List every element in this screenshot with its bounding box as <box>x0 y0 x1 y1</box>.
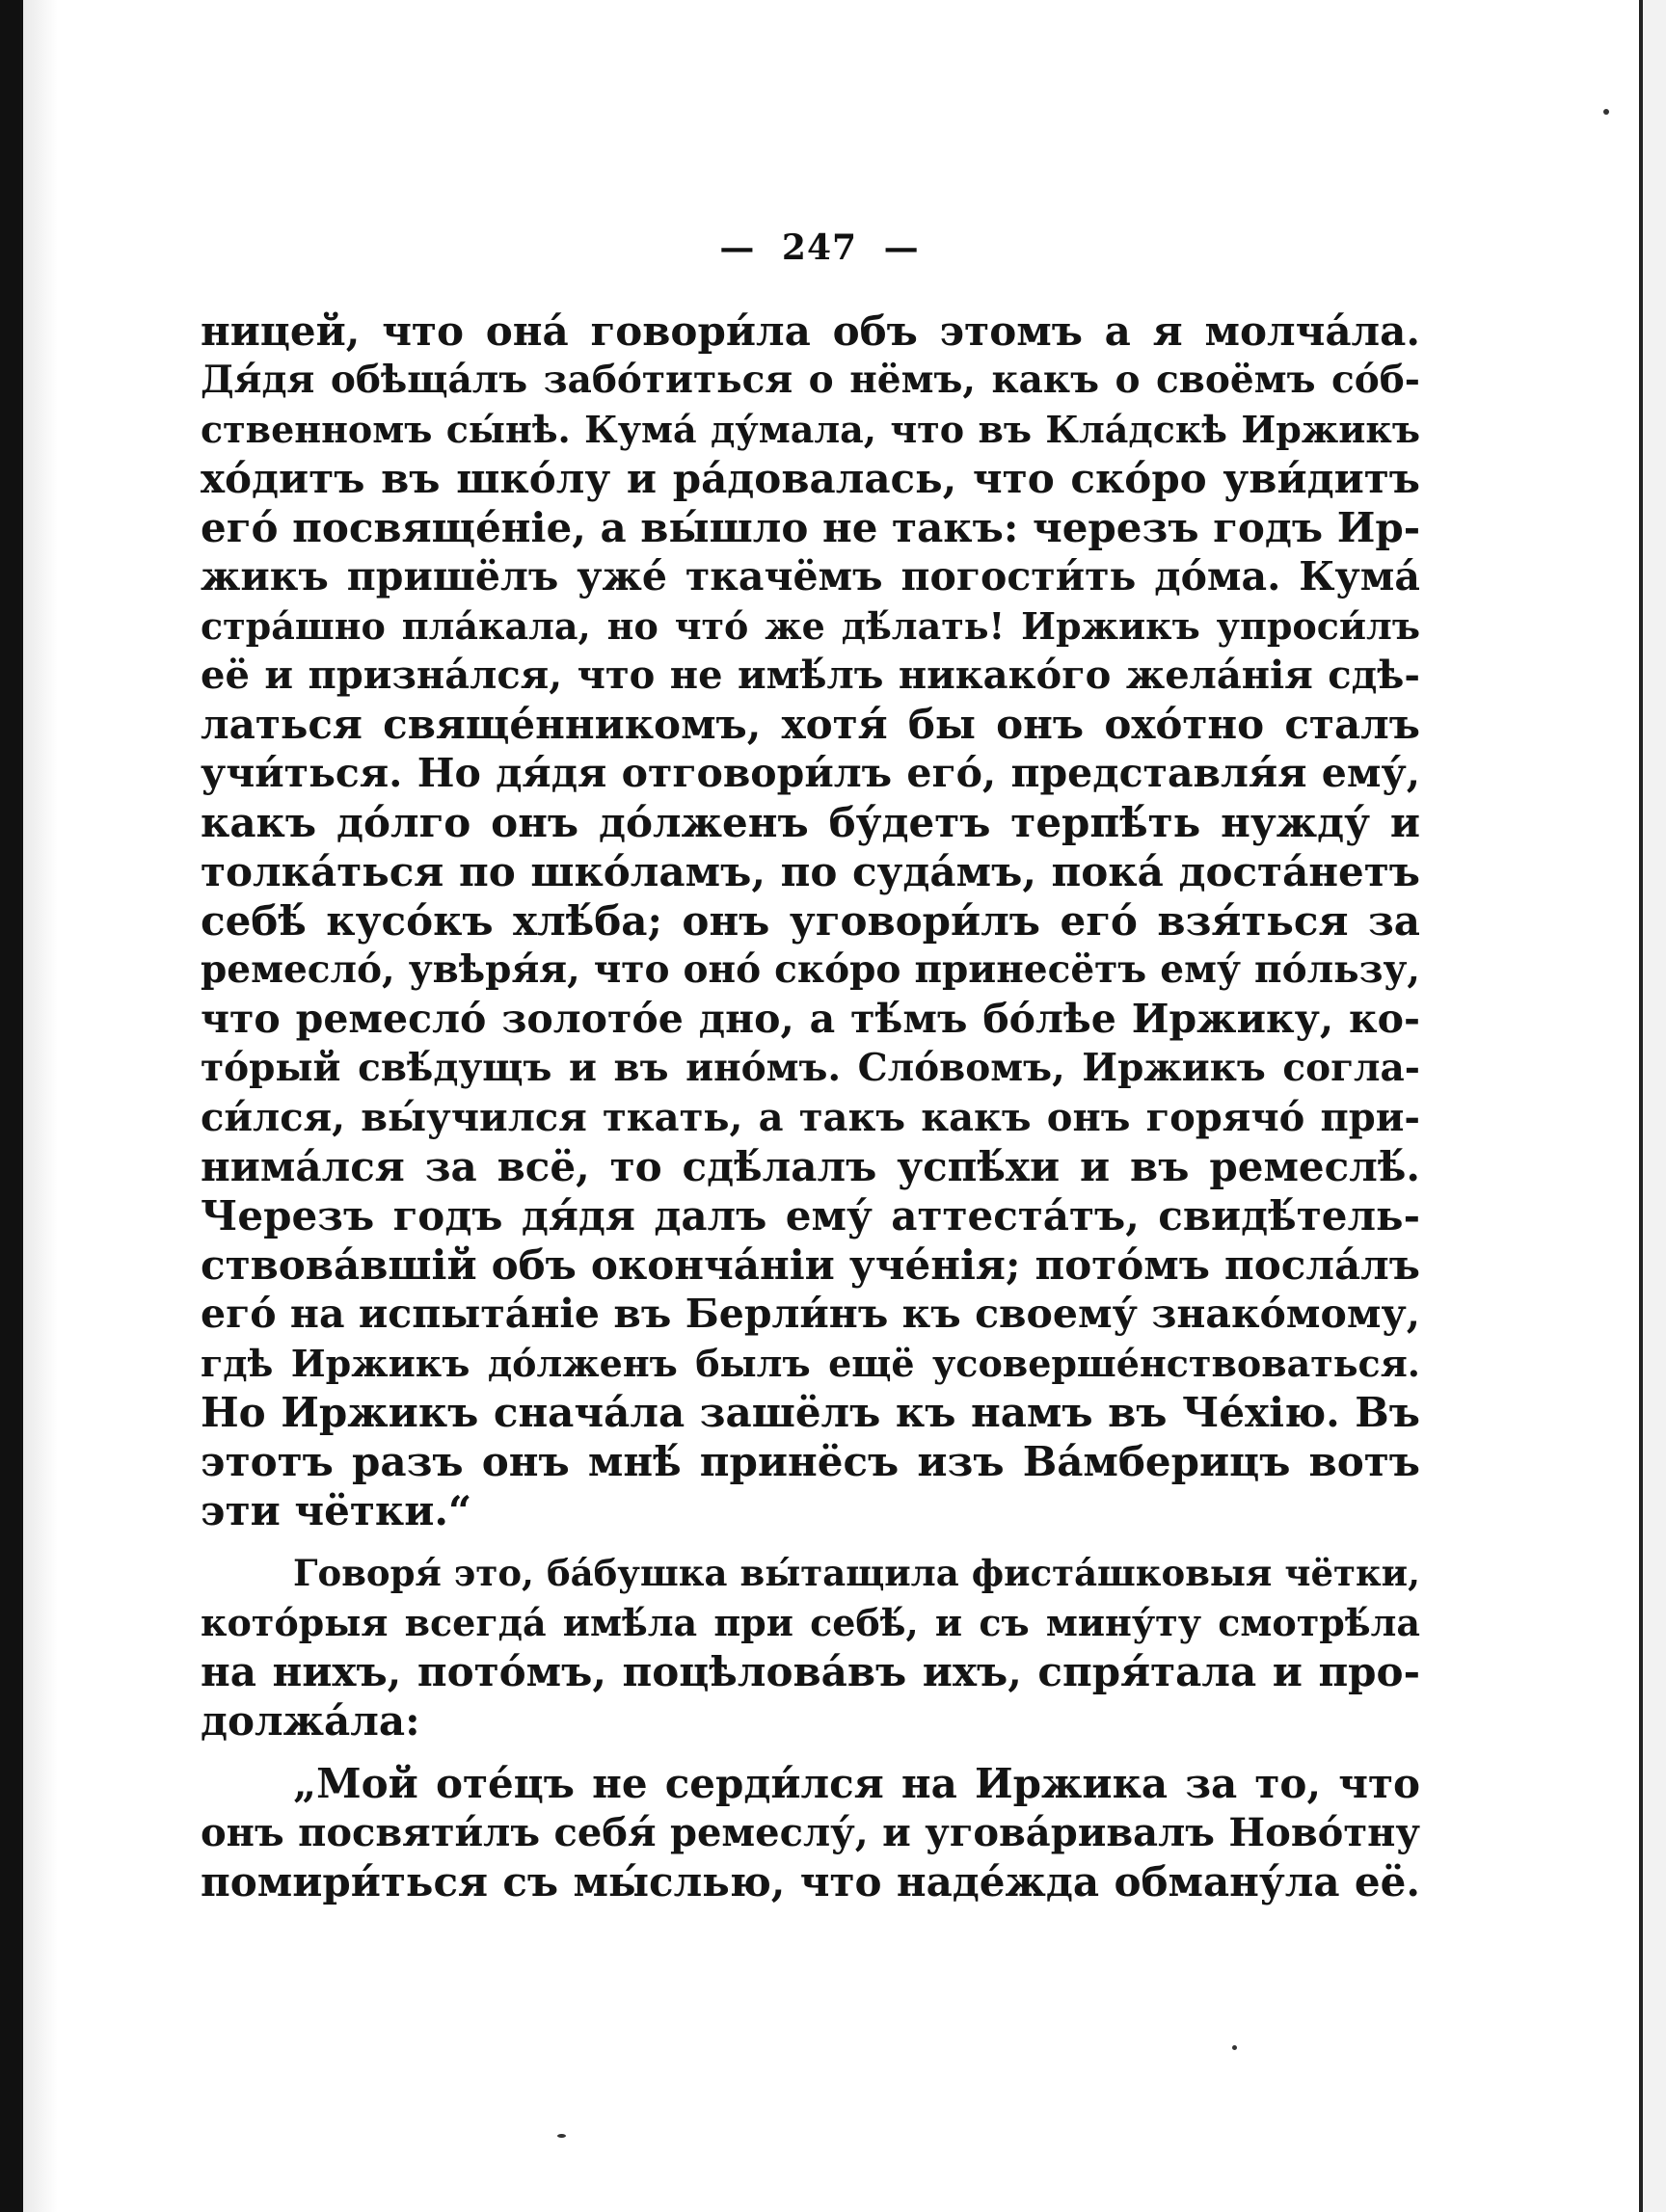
text-line: „Мой оте́цъ не серди́лся на Иржика за то, что <box>293 1760 1420 1807</box>
book-spine-shadow <box>0 0 23 2212</box>
text-line: нима́лся за всё, то сдѣ́лалъ успѣ́хи и въ ремеслѣ́. <box>201 1143 1420 1190</box>
print-speck <box>1232 2045 1237 2050</box>
paragraph <box>201 1549 1420 1746</box>
text-line: что ремесло́ золото́е дно, а тѣ́мъ бо́лѣе Иржику, ко- <box>201 996 1420 1042</box>
page-edge-margin <box>1643 0 1666 2212</box>
text-line: жикъ пришёлъ уже́ ткачёмъ погости́ть до́ма. Кума́ <box>201 553 1420 600</box>
text-line: латься свяще́нникомъ, хотя́ бы онъ охо́тно сталъ <box>201 701 1420 748</box>
text-line: должа́ла: <box>201 1697 420 1745</box>
page-body-text <box>201 306 1420 1906</box>
page-number: 247 <box>781 227 858 268</box>
text-line: какъ до́лго онъ до́лженъ бу́детъ терпѣ́ть нужду́ и <box>201 799 1420 846</box>
text-line: то́рый свѣ́дущъ и въ ино́мъ. Сло́вомъ, Иржикъ согла- <box>201 1046 1420 1090</box>
page-header <box>193 227 1446 268</box>
text-line: си́лся, вы́учился ткать, а такъ какъ онъ горячо́ при- <box>201 1095 1420 1140</box>
header-right-dash: — <box>883 227 920 268</box>
text-line: Говоря́ это, ба́бушка вы́тащила фиста́шковыя чётки, <box>293 1552 1420 1594</box>
text-line: стра́шно пла́кала, но что́ же дѣ́лать! Иржикъ упроси́лъ <box>201 604 1420 648</box>
text-line: на нихъ, пото́мъ, поцѣлова́въ ихъ, спря́тала и про- <box>201 1648 1420 1695</box>
text-line: его́ посвяще́ніе, а вы́шло не такъ: черезъ годъ Ир- <box>201 504 1420 551</box>
text-line: Дя́дя обѣща́лъ забо́титься о нёмъ, какъ о своёмъ со́б- <box>201 358 1420 402</box>
text-line: помири́ться съ мы́слью, что наде́жда обману́ла её. <box>201 1858 1420 1906</box>
text-line: ницей, что она́ говори́ла объ этомъ а я молча́ла. <box>201 307 1420 355</box>
text-line: онъ посвяти́лъ себя́ ремеслу́, и угова́ривалъ Ново́тну <box>201 1810 1420 1855</box>
text-line: учи́ться. Но дя́дя отговори́лъ его́, представля́я ему́, <box>201 750 1420 796</box>
print-speck <box>1603 109 1609 115</box>
text-line: её и призна́лся, что не имѣ́лъ никако́го жела́нія сдѣ- <box>201 653 1420 698</box>
text-line: толка́ться по шко́ламъ, по суда́мъ, пока́ доста́нетъ <box>201 848 1420 895</box>
text-line: кото́рыя всегда́ имѣ́ла при себѣ́, и съ мину́ту смотрѣ́ла <box>201 1601 1420 1644</box>
text-line: ственномъ сы́нѣ. Кума́ ду́мала, что въ Кла́дскѣ Иржикъ <box>201 408 1420 451</box>
text-line: гдѣ Иржикъ до́лженъ былъ ещё усоверше́нствоваться. <box>201 1342 1420 1385</box>
text-line: Черезъ годъ дя́дя далъ ему́ аттеста́тъ, свидѣ́тель- <box>201 1192 1420 1239</box>
text-line: хо́дитъ въ шко́лу и ра́довалась, что ско́ро уви́дитъ <box>201 455 1420 502</box>
paragraph <box>201 306 1420 1535</box>
text-line: ствова́вшій объ оконча́ніи уче́нія; пото́мъ посла́лъ <box>201 1241 1420 1289</box>
text-line: Но Иржикъ снача́ла зашёлъ къ намъ въ Че́хію. Въ <box>201 1389 1420 1436</box>
text-line: его́ на испыта́ніе въ Берли́нъ къ своему́ знако́мому, <box>201 1291 1420 1337</box>
text-line: себѣ́ кусо́къ хлѣ́ба; онъ уговори́лъ его́ взя́ться за <box>201 897 1420 945</box>
text-line: ремесло́, увѣря́я, что оно́ ско́ро принесётъ ему́ по́льзу, <box>201 947 1420 992</box>
text-line: эти чётки.“ <box>201 1487 472 1534</box>
header-left-dash: — <box>719 227 756 268</box>
print-speck <box>557 2134 566 2138</box>
page-gutter <box>23 0 58 2212</box>
paragraph <box>201 1759 1420 1906</box>
text-line: этотъ разъ онъ мнѣ́ принёсъ изъ Ва́мберицъ вотъ <box>201 1438 1420 1485</box>
